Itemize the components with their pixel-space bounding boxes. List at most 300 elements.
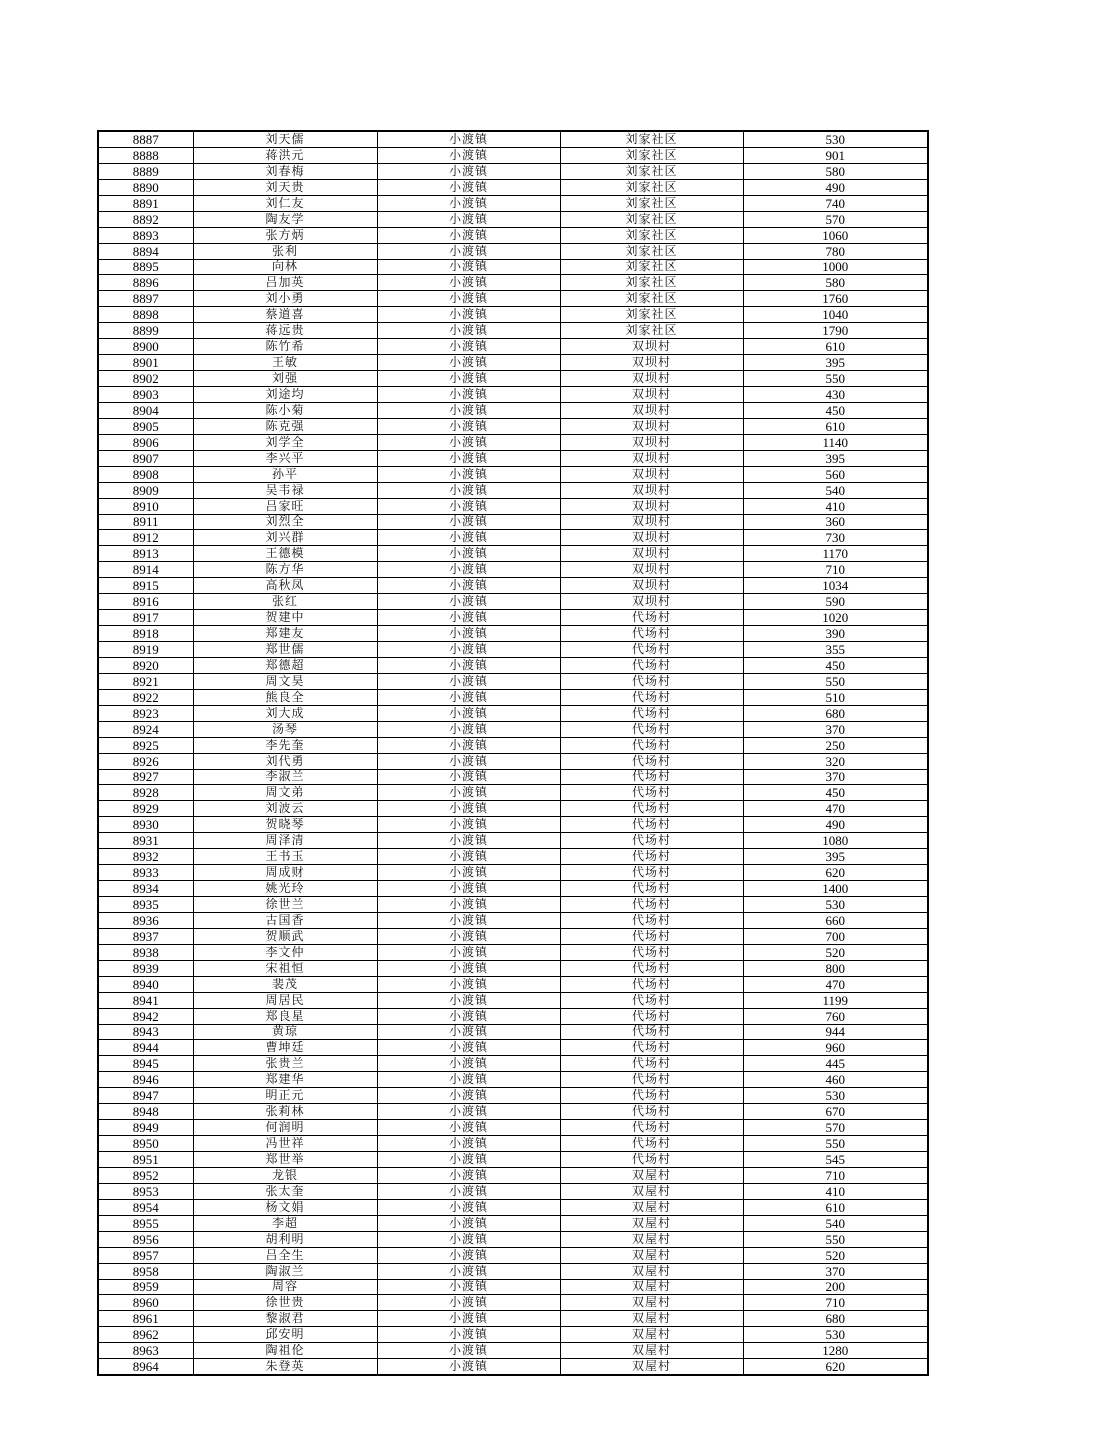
serial-number-cell: 8896: [98, 275, 193, 291]
serial-number-cell: 8905: [98, 418, 193, 434]
town-cell: 小渡镇: [377, 498, 560, 514]
amount-cell: 680: [743, 1311, 928, 1327]
name-cell: 刘小勇: [193, 291, 377, 307]
amount-cell: 580: [743, 275, 928, 291]
name-cell: 郑良星: [193, 1008, 377, 1024]
table-row: [98, 1295, 928, 1311]
amount-cell: 490: [743, 817, 928, 833]
amount-cell: 395: [743, 849, 928, 865]
amount-cell: 580: [743, 163, 928, 179]
serial-number-cell: 8904: [98, 402, 193, 418]
name-cell: 高秋凤: [193, 578, 377, 594]
serial-number-cell: 8964: [98, 1359, 193, 1375]
serial-number-cell: 8920: [98, 657, 193, 673]
table-row: [98, 1120, 928, 1136]
amount-cell: 460: [743, 1072, 928, 1088]
table-row: [98, 610, 928, 626]
village-cell: 双屋村: [560, 1327, 743, 1343]
amount-cell: 370: [743, 721, 928, 737]
town-cell: 小渡镇: [377, 626, 560, 642]
village-cell: 代场村: [560, 1136, 743, 1152]
name-cell: 张红: [193, 594, 377, 610]
town-cell: 小渡镇: [377, 992, 560, 1008]
serial-number-cell: 8931: [98, 833, 193, 849]
name-cell: 陶淑兰: [193, 1263, 377, 1279]
amount-cell: 370: [743, 1263, 928, 1279]
table-row: [98, 562, 928, 578]
amount-cell: 445: [743, 1056, 928, 1072]
amount-cell: 1790: [743, 323, 928, 339]
amount-cell: 520: [743, 1247, 928, 1263]
serial-number-cell: 8909: [98, 482, 193, 498]
name-cell: 刘春梅: [193, 163, 377, 179]
table-row: [98, 1263, 928, 1279]
table-row: [98, 1279, 928, 1295]
town-cell: 小渡镇: [377, 849, 560, 865]
serial-number-cell: 8938: [98, 944, 193, 960]
town-cell: 小渡镇: [377, 546, 560, 562]
name-cell: 李淑兰: [193, 769, 377, 785]
village-cell: 双坝村: [560, 562, 743, 578]
village-cell: 代场村: [560, 833, 743, 849]
name-cell: 周容: [193, 1279, 377, 1295]
name-cell: 周文昊: [193, 673, 377, 689]
table-row: [98, 912, 928, 928]
town-cell: 小渡镇: [377, 163, 560, 179]
name-cell: 贺晓琴: [193, 817, 377, 833]
amount-cell: 660: [743, 912, 928, 928]
amount-cell: 395: [743, 450, 928, 466]
village-cell: 双坝村: [560, 498, 743, 514]
town-cell: 小渡镇: [377, 1040, 560, 1056]
serial-number-cell: 8956: [98, 1231, 193, 1247]
amount-cell: 1400: [743, 881, 928, 897]
serial-number-cell: 8899: [98, 323, 193, 339]
amount-cell: 670: [743, 1104, 928, 1120]
village-cell: 双屋村: [560, 1263, 743, 1279]
serial-number-cell: 8917: [98, 610, 193, 626]
table-row: [98, 1040, 928, 1056]
serial-number-cell: 8893: [98, 227, 193, 243]
name-cell: 龙银: [193, 1167, 377, 1183]
serial-number-cell: 8918: [98, 626, 193, 642]
town-cell: 小渡镇: [377, 195, 560, 211]
name-cell: 陶友学: [193, 211, 377, 227]
town-cell: 小渡镇: [377, 721, 560, 737]
table-row: [98, 211, 928, 227]
table-row: [98, 753, 928, 769]
amount-cell: 540: [743, 482, 928, 498]
amount-cell: 200: [743, 1279, 928, 1295]
amount-cell: 760: [743, 1008, 928, 1024]
table-row: [98, 1024, 928, 1040]
town-cell: 小渡镇: [377, 865, 560, 881]
amount-cell: 410: [743, 498, 928, 514]
town-cell: 小渡镇: [377, 912, 560, 928]
village-cell: 双坝村: [560, 418, 743, 434]
town-cell: 小渡镇: [377, 291, 560, 307]
amount-cell: 740: [743, 195, 928, 211]
name-cell: 刘兴群: [193, 530, 377, 546]
table-row: [98, 594, 928, 610]
table-row: [98, 1247, 928, 1263]
serial-number-cell: 8928: [98, 785, 193, 801]
amount-cell: 944: [743, 1024, 928, 1040]
table-row: [98, 1056, 928, 1072]
table-row: [98, 530, 928, 546]
table-row: [98, 801, 928, 817]
table-row: [98, 1327, 928, 1343]
village-cell: 双坝村: [560, 402, 743, 418]
table-row: [98, 371, 928, 387]
table-row: [98, 897, 928, 913]
name-cell: 陈克强: [193, 418, 377, 434]
name-cell: 徐世贵: [193, 1295, 377, 1311]
town-cell: 小渡镇: [377, 466, 560, 482]
town-cell: 小渡镇: [377, 1359, 560, 1375]
village-cell: 代场村: [560, 737, 743, 753]
town-cell: 小渡镇: [377, 737, 560, 753]
table-row: [98, 705, 928, 721]
table-row: [98, 418, 928, 434]
table-row: [98, 817, 928, 833]
serial-number-cell: 8887: [98, 131, 193, 147]
village-cell: 代场村: [560, 642, 743, 658]
name-cell: 张莉林: [193, 1104, 377, 1120]
serial-number-cell: 8957: [98, 1247, 193, 1263]
table-row: [98, 323, 928, 339]
town-cell: 小渡镇: [377, 179, 560, 195]
name-cell: 蒋洪元: [193, 147, 377, 163]
serial-number-cell: 8914: [98, 562, 193, 578]
village-cell: 双屋村: [560, 1279, 743, 1295]
name-cell: 李文仲: [193, 944, 377, 960]
serial-number-cell: 8943: [98, 1024, 193, 1040]
town-cell: 小渡镇: [377, 259, 560, 275]
town-cell: 小渡镇: [377, 1056, 560, 1072]
serial-number-cell: 8921: [98, 673, 193, 689]
town-cell: 小渡镇: [377, 578, 560, 594]
town-cell: 小渡镇: [377, 1088, 560, 1104]
serial-number-cell: 8947: [98, 1088, 193, 1104]
name-cell: 陶祖伦: [193, 1343, 377, 1359]
village-cell: 刘家社区: [560, 195, 743, 211]
amount-cell: 610: [743, 418, 928, 434]
name-cell: 吕加英: [193, 275, 377, 291]
amount-cell: 700: [743, 928, 928, 944]
name-cell: 贺顺武: [193, 928, 377, 944]
town-cell: 小渡镇: [377, 1136, 560, 1152]
serial-number-cell: 8936: [98, 912, 193, 928]
name-cell: 王书玉: [193, 849, 377, 865]
village-cell: 刘家社区: [560, 147, 743, 163]
village-cell: 代场村: [560, 1056, 743, 1072]
amount-cell: 570: [743, 211, 928, 227]
amount-cell: 430: [743, 387, 928, 403]
table-row: [98, 1199, 928, 1215]
serial-number-cell: 8892: [98, 211, 193, 227]
town-cell: 小渡镇: [377, 147, 560, 163]
serial-number-cell: 8919: [98, 642, 193, 658]
amount-cell: 620: [743, 1359, 928, 1375]
village-cell: 代场村: [560, 992, 743, 1008]
amount-cell: 395: [743, 355, 928, 371]
village-cell: 双屋村: [560, 1311, 743, 1327]
serial-number-cell: 8927: [98, 769, 193, 785]
village-cell: 代场村: [560, 865, 743, 881]
serial-number-cell: 8911: [98, 514, 193, 530]
town-cell: 小渡镇: [377, 817, 560, 833]
serial-number-cell: 8959: [98, 1279, 193, 1295]
table-row: [98, 179, 928, 195]
name-cell: 周居民: [193, 992, 377, 1008]
table-row: [98, 466, 928, 482]
table-row: [98, 482, 928, 498]
serial-number-cell: 8926: [98, 753, 193, 769]
village-cell: 双坝村: [560, 450, 743, 466]
town-cell: 小渡镇: [377, 562, 560, 578]
name-cell: 熊良全: [193, 689, 377, 705]
town-cell: 小渡镇: [377, 1024, 560, 1040]
amount-cell: 610: [743, 339, 928, 355]
serial-number-cell: 8940: [98, 976, 193, 992]
village-cell: 双屋村: [560, 1231, 743, 1247]
town-cell: 小渡镇: [377, 1072, 560, 1088]
town-cell: 小渡镇: [377, 1327, 560, 1343]
name-cell: 朱登英: [193, 1359, 377, 1375]
town-cell: 小渡镇: [377, 705, 560, 721]
village-cell: 刘家社区: [560, 259, 743, 275]
table-row: [98, 721, 928, 737]
table-body: [98, 131, 928, 1375]
amount-cell: 550: [743, 1136, 928, 1152]
table-row: [98, 1215, 928, 1231]
name-cell: 刘仁友: [193, 195, 377, 211]
name-cell: 张太奎: [193, 1183, 377, 1199]
village-cell: 代场村: [560, 689, 743, 705]
amount-cell: 1280: [743, 1343, 928, 1359]
town-cell: 小渡镇: [377, 355, 560, 371]
village-cell: 代场村: [560, 1024, 743, 1040]
village-cell: 代场村: [560, 1008, 743, 1024]
amount-cell: 530: [743, 897, 928, 913]
serial-number-cell: 8952: [98, 1167, 193, 1183]
town-cell: 小渡镇: [377, 1167, 560, 1183]
name-cell: 郑世儒: [193, 642, 377, 658]
serial-number-cell: 8942: [98, 1008, 193, 1024]
village-cell: 代场村: [560, 801, 743, 817]
amount-cell: 450: [743, 785, 928, 801]
table-row: [98, 514, 928, 530]
name-cell: 裴茂: [193, 976, 377, 992]
town-cell: 小渡镇: [377, 1199, 560, 1215]
amount-cell: 450: [743, 657, 928, 673]
town-cell: 小渡镇: [377, 1343, 560, 1359]
amount-cell: 1034: [743, 578, 928, 594]
village-cell: 代场村: [560, 944, 743, 960]
village-cell: 双坝村: [560, 466, 743, 482]
serial-number-cell: 8889: [98, 163, 193, 179]
name-cell: 刘波云: [193, 801, 377, 817]
name-cell: 陈方华: [193, 562, 377, 578]
village-cell: 代场村: [560, 960, 743, 976]
amount-cell: 680: [743, 705, 928, 721]
village-cell: 代场村: [560, 785, 743, 801]
serial-number-cell: 8924: [98, 721, 193, 737]
serial-number-cell: 8900: [98, 339, 193, 355]
table-row: [98, 307, 928, 323]
town-cell: 小渡镇: [377, 673, 560, 689]
amount-cell: 550: [743, 673, 928, 689]
town-cell: 小渡镇: [377, 402, 560, 418]
name-cell: 郑世举: [193, 1152, 377, 1168]
town-cell: 小渡镇: [377, 387, 560, 403]
serial-number-cell: 8895: [98, 259, 193, 275]
village-cell: 双坝村: [560, 578, 743, 594]
name-cell: 刘代勇: [193, 753, 377, 769]
table-row: [98, 976, 928, 992]
village-cell: 双屋村: [560, 1199, 743, 1215]
name-cell: 陈小菊: [193, 402, 377, 418]
name-cell: 李先奎: [193, 737, 377, 753]
village-cell: 代场村: [560, 897, 743, 913]
village-cell: 刘家社区: [560, 227, 743, 243]
name-cell: 吴韦禄: [193, 482, 377, 498]
serial-number-cell: 8948: [98, 1104, 193, 1120]
village-cell: 双坝村: [560, 387, 743, 403]
amount-cell: 1080: [743, 833, 928, 849]
amount-cell: 960: [743, 1040, 928, 1056]
serial-number-cell: 8939: [98, 960, 193, 976]
serial-number-cell: 8915: [98, 578, 193, 594]
serial-number-cell: 8922: [98, 689, 193, 705]
serial-number-cell: 8929: [98, 801, 193, 817]
amount-cell: 610: [743, 1199, 928, 1215]
name-cell: 徐世兰: [193, 897, 377, 913]
name-cell: 李兴平: [193, 450, 377, 466]
town-cell: 小渡镇: [377, 482, 560, 498]
table-row: [98, 498, 928, 514]
table-row: [98, 785, 928, 801]
town-cell: 小渡镇: [377, 227, 560, 243]
town-cell: 小渡镇: [377, 833, 560, 849]
village-cell: 刘家社区: [560, 243, 743, 259]
village-cell: 刘家社区: [560, 323, 743, 339]
table-row: [98, 992, 928, 1008]
village-cell: 双坝村: [560, 530, 743, 546]
amount-cell: 370: [743, 769, 928, 785]
name-cell: 刘学全: [193, 434, 377, 450]
name-cell: 姚光玲: [193, 881, 377, 897]
amount-cell: 540: [743, 1215, 928, 1231]
village-cell: 代场村: [560, 1040, 743, 1056]
table-row: [98, 769, 928, 785]
village-cell: 双屋村: [560, 1295, 743, 1311]
amount-cell: 730: [743, 530, 928, 546]
table-row: [98, 1152, 928, 1168]
amount-cell: 470: [743, 976, 928, 992]
serial-number-cell: 8898: [98, 307, 193, 323]
town-cell: 小渡镇: [377, 689, 560, 705]
amount-cell: 530: [743, 1088, 928, 1104]
name-cell: 刘强: [193, 371, 377, 387]
table-row: [98, 434, 928, 450]
name-cell: 邱安明: [193, 1327, 377, 1343]
serial-number-cell: 8916: [98, 594, 193, 610]
village-cell: 双坝村: [560, 371, 743, 387]
serial-number-cell: 8950: [98, 1136, 193, 1152]
amount-cell: 490: [743, 179, 928, 195]
town-cell: 小渡镇: [377, 1263, 560, 1279]
amount-cell: 570: [743, 1120, 928, 1136]
town-cell: 小渡镇: [377, 243, 560, 259]
town-cell: 小渡镇: [377, 450, 560, 466]
town-cell: 小渡镇: [377, 418, 560, 434]
amount-cell: 355: [743, 642, 928, 658]
name-cell: 郑德超: [193, 657, 377, 673]
serial-number-cell: 8955: [98, 1215, 193, 1231]
town-cell: 小渡镇: [377, 514, 560, 530]
table-row: [98, 737, 928, 753]
town-cell: 小渡镇: [377, 323, 560, 339]
village-cell: 双坝村: [560, 434, 743, 450]
serial-number-cell: 8954: [98, 1199, 193, 1215]
serial-number-cell: 8934: [98, 881, 193, 897]
table-row: [98, 1359, 928, 1375]
village-cell: 刘家社区: [560, 291, 743, 307]
serial-number-cell: 8933: [98, 865, 193, 881]
village-cell: 双坝村: [560, 339, 743, 355]
amount-cell: 360: [743, 514, 928, 530]
serial-number-cell: 8961: [98, 1311, 193, 1327]
village-cell: 代场村: [560, 1152, 743, 1168]
name-cell: 吕家旺: [193, 498, 377, 514]
name-cell: 刘天儒: [193, 131, 377, 147]
name-cell: 黎淑君: [193, 1311, 377, 1327]
town-cell: 小渡镇: [377, 1279, 560, 1295]
village-cell: 代场村: [560, 928, 743, 944]
town-cell: 小渡镇: [377, 928, 560, 944]
town-cell: 小渡镇: [377, 785, 560, 801]
serial-number-cell: 8932: [98, 849, 193, 865]
amount-cell: 620: [743, 865, 928, 881]
serial-number-cell: 8963: [98, 1343, 193, 1359]
name-cell: 宋祖恒: [193, 960, 377, 976]
serial-number-cell: 8935: [98, 897, 193, 913]
serial-number-cell: 8908: [98, 466, 193, 482]
serial-number-cell: 8930: [98, 817, 193, 833]
village-cell: 双坝村: [560, 546, 743, 562]
table-row: [98, 849, 928, 865]
amount-cell: 530: [743, 131, 928, 147]
village-cell: 代场村: [560, 976, 743, 992]
village-cell: 代场村: [560, 1104, 743, 1120]
table-row: [98, 163, 928, 179]
village-cell: 代场村: [560, 1120, 743, 1136]
amount-cell: 320: [743, 753, 928, 769]
town-cell: 小渡镇: [377, 769, 560, 785]
amount-cell: 560: [743, 466, 928, 482]
table-row: [98, 626, 928, 642]
data-table: [97, 130, 929, 1376]
village-cell: 双屋村: [560, 1359, 743, 1375]
town-cell: 小渡镇: [377, 1231, 560, 1247]
table-row: [98, 1104, 928, 1120]
amount-cell: 530: [743, 1327, 928, 1343]
name-cell: 周成财: [193, 865, 377, 881]
village-cell: 代场村: [560, 721, 743, 737]
name-cell: 孙平: [193, 466, 377, 482]
